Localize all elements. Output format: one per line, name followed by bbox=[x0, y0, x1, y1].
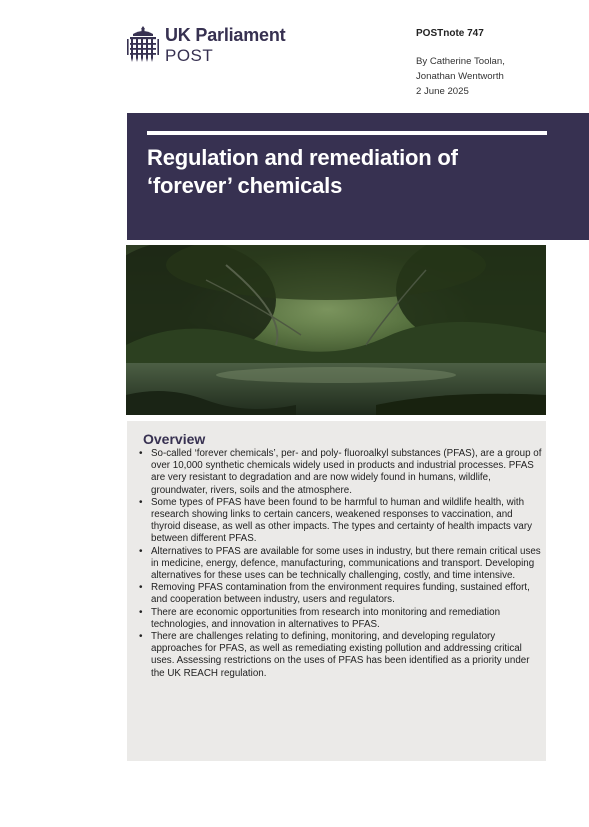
page-title bbox=[147, 144, 567, 200]
overview-heading: Overview bbox=[143, 431, 206, 447]
note-code: POSTnote 747 bbox=[416, 28, 484, 39]
document-meta bbox=[416, 26, 505, 99]
overview-list bbox=[137, 448, 543, 680]
author-line-2: Jonathan Wentworth bbox=[416, 71, 504, 82]
title-line-1: Regulation and remediation of bbox=[147, 145, 458, 170]
list-item: • Removing PFAS contamination from the environment requires funding, sustained effort, and cooperation between industry, users and regulators. bbox=[137, 582, 543, 606]
org-name: UK Parliament bbox=[165, 25, 286, 45]
overview-panel bbox=[127, 421, 546, 761]
author-line-1: By Catherine Toolan, bbox=[416, 56, 505, 67]
list-item: • There are challenges relating to defining, monitoring, and developing regulatory approaches for PFAS, as well as remediating existing pollution and addressing critical uses. Assessing restrictions on the uses of PFAS has been identified as a priority under the UK REACH regulation. bbox=[137, 631, 543, 680]
title-banner bbox=[127, 113, 589, 240]
list-item: • Alternatives to PFAS are available for some uses in industry, but there remain critical uses in medicine, energy, defence, manufacturing, communications and transport. Developing alternatives for these uses can be technically challenging, costly, and time intensive. bbox=[137, 546, 543, 583]
list-item: • Some types of PFAS have been found to be harmful to human and wildlife health, with research showing links to certain cancers, weakened responses to vaccination, and thyroid disease, as well as other impacts. The types and certainty of health impacts vary between different PFAS. bbox=[137, 497, 543, 546]
title-line-2: ‘forever’ chemicals bbox=[147, 173, 343, 198]
unit-name: POST bbox=[165, 46, 214, 65]
portcullis-icon bbox=[127, 26, 159, 64]
publication-date: 2 June 2025 bbox=[416, 86, 469, 97]
cover-photo bbox=[126, 245, 546, 415]
title-rule bbox=[147, 131, 547, 135]
list-item: • There are economic opportunities from research into monitoring and remediation technologies, and innovation in alternatives to PFAS. bbox=[137, 607, 543, 631]
river-woodland-image bbox=[126, 245, 546, 415]
list-item: • So-called ‘forever chemicals’, per- and poly- fluoroalkyl substances (PFAS), are a group of over 10,000 synthetic chemicals widely used in products and industrial processes. PFAS are very resistant to degradation and are now widely found in humans, wildlife, groundwater, rivers, soils and the atmosphere. bbox=[137, 448, 543, 497]
uk-parliament-logo bbox=[127, 24, 297, 66]
